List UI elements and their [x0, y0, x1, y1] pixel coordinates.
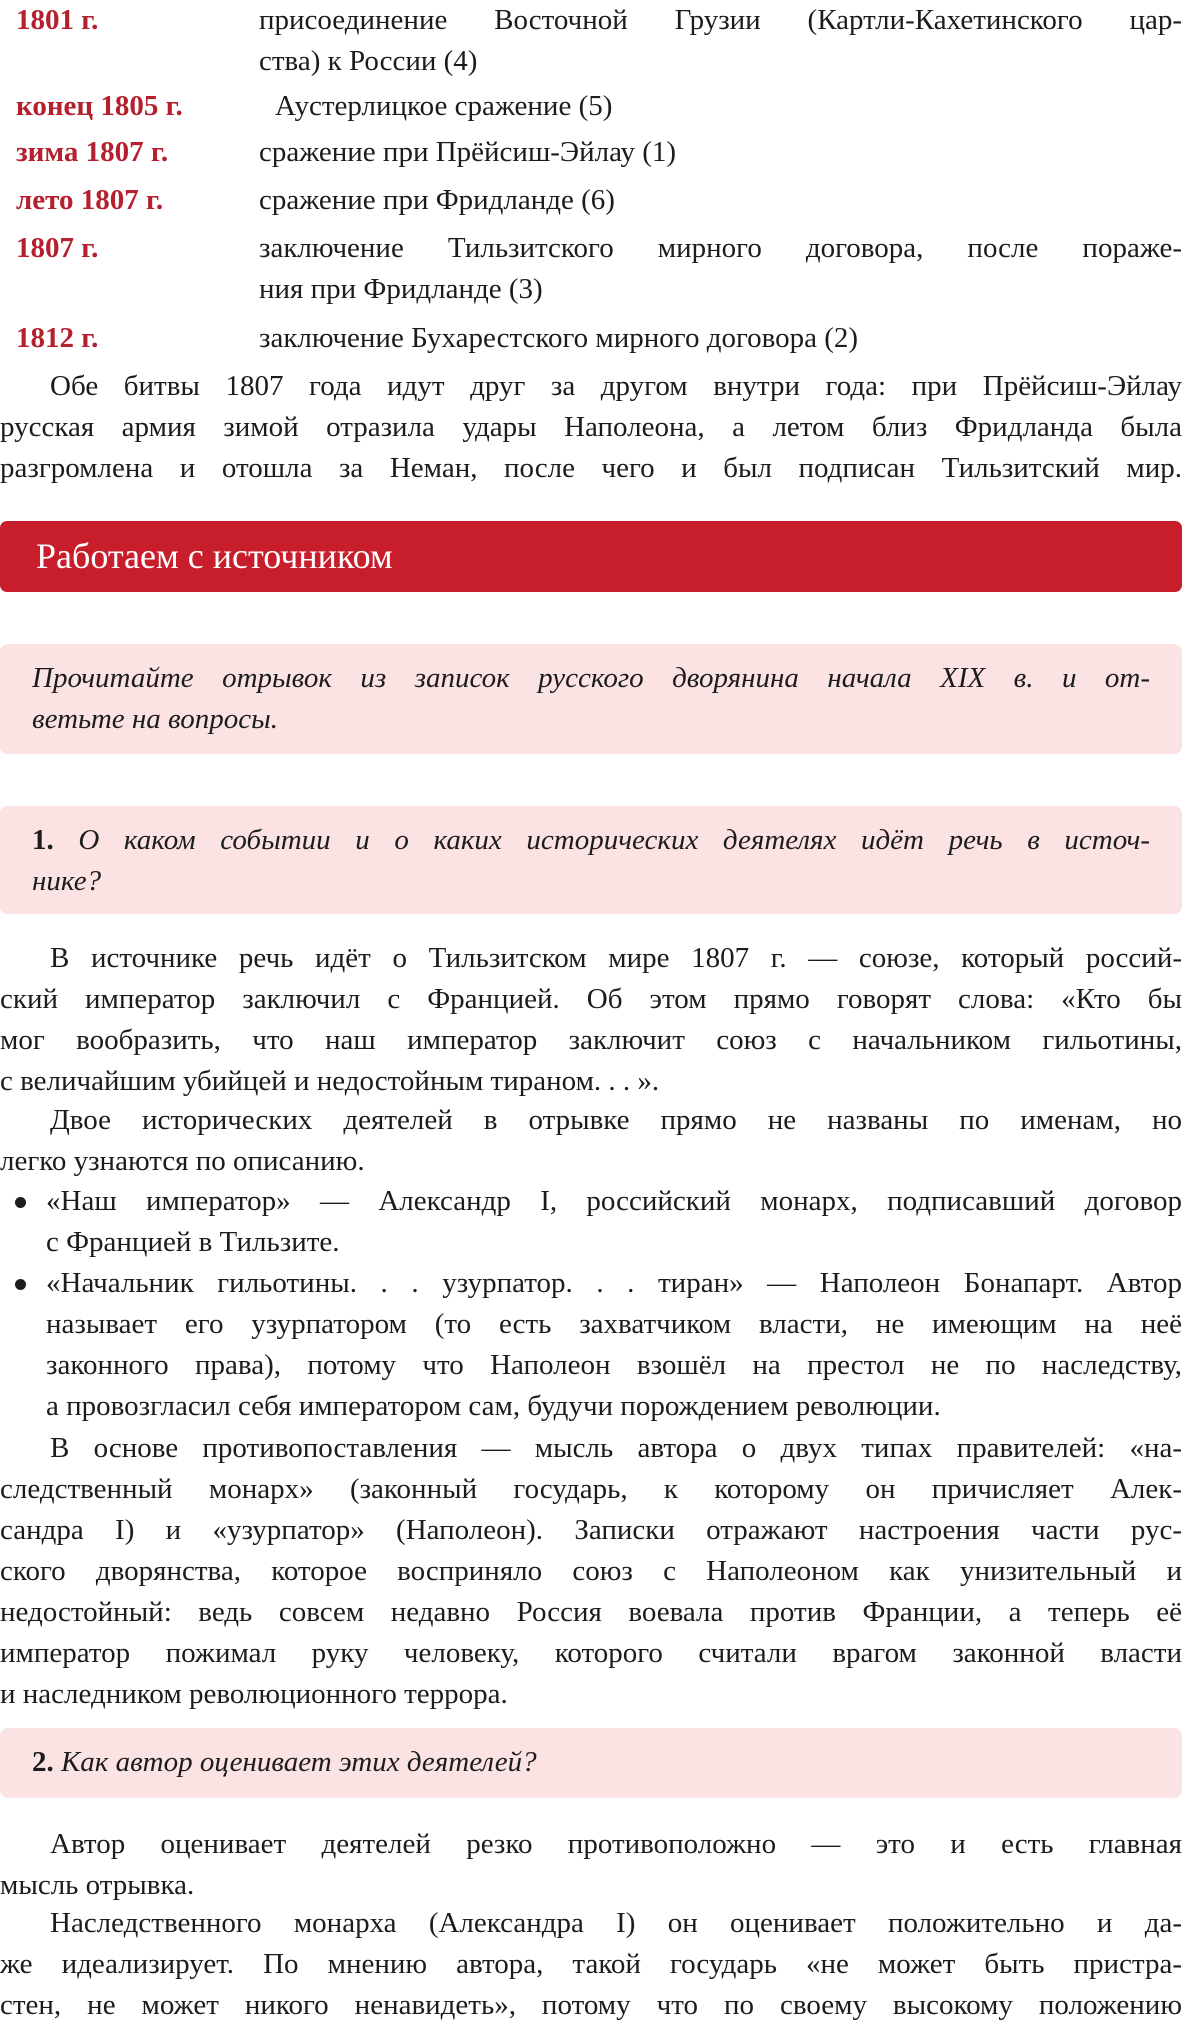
text-line: недостойный: ведь совсем недавно Россия воевала против Франции, а теперь её: [0, 1596, 1182, 1628]
text-line: Автор оценивает деятелей резко противоположно — это и есть главная: [50, 1828, 1182, 1860]
text-line: император пожимал руку человеку, которого считали врагом законной власти: [0, 1637, 1182, 1669]
text-line: В источнике речь идёт о Тильзитском мире 1807 г. — союзе, который россий-: [50, 942, 1182, 974]
text-line: и наследником революционного террора.: [0, 1678, 508, 1710]
answer-1-paragraph-3: [0, 1428, 1182, 1715]
list-item: [0, 1181, 1182, 1263]
event-line: заключение Бухарестского мирного договора (2): [259, 322, 859, 354]
chronology-event: [259, 0, 1182, 82]
text-line: Обе битвы 1807 года идут друг за другом внутри года: при Прёйсиш-Эйлау: [50, 370, 1182, 402]
chronology-event: [259, 318, 1182, 359]
chronology-date: лето 1807 г.: [16, 184, 164, 216]
section-title: Работаем с источником: [36, 536, 393, 576]
list-item: [0, 1263, 1182, 1427]
text-line: нике?: [32, 865, 102, 897]
answer-1-bullet-list: [0, 1181, 1182, 1427]
text-line: ского дворянства, которое восприняло союз с Наполеоном как унизительный и: [0, 1555, 1182, 1587]
text-line: мог вообразить, что наш император заключит союз с начальником гильотины,: [0, 1024, 1182, 1056]
event-line: присоединение Восточной Грузии (Картли-Кахетинского цар-: [259, 4, 1182, 36]
text-line: Двое исторических деятелей в отрывке прямо не названы по именам, но: [50, 1104, 1182, 1136]
event-line: Аустерлицкое сражение (5): [275, 90, 613, 122]
text-line: «Наш император» — Александр I, российский монарх, подписавший договор: [46, 1185, 1182, 1217]
text-line: мысль отрывка.: [0, 1869, 195, 1901]
chronology-event: [259, 132, 1182, 173]
text-line: а провозгласил себя императором сам, будучи порождением революции.: [46, 1390, 941, 1422]
bullet-dot: [15, 1279, 26, 1290]
chronology-event: [275, 86, 1182, 127]
event-line: ства) к России (4): [259, 45, 478, 77]
text-line: Прочитайте отрывок из записок русского дворянина начала XIX в. и от-: [32, 662, 1150, 694]
text-line: легко узнаются по описанию.: [0, 1145, 365, 1177]
text-line: стен, не может никого ненавидеть», потому что по своему высокому положению: [0, 1989, 1182, 2021]
text-line: следственный монарх» (законный государь, к которому он причисляет Алек-: [0, 1473, 1182, 1505]
answer-1-paragraph-2: [0, 1100, 1182, 1182]
text-line: ветьте на вопросы.: [32, 703, 279, 735]
text-line: называет его узурпатором (то есть захватчиком власти, не имеющим на неё: [46, 1308, 1182, 1340]
text-line: с величайшим убийцей и недостойным тираном. . . ».: [0, 1065, 660, 1097]
question-number: 1.: [32, 824, 54, 856]
chronology-date: 1812 г.: [16, 322, 99, 354]
question-2-box: [0, 1728, 1182, 1798]
text-line: сандра I) и «узурпатор» (Наполеон). Записки отражают настроения части рус-: [0, 1514, 1182, 1546]
chronology-event: [259, 180, 1182, 221]
answer-1-paragraph-1: [0, 938, 1182, 1102]
chronology-date: конец 1805 г.: [16, 90, 183, 122]
instruction-text: [32, 658, 1150, 740]
bullet-dot: [15, 1197, 26, 1208]
summary-paragraph: [0, 366, 1182, 489]
text-line: русская армия зимой отразила удары Наполеона, а летом близ Фридланда была: [0, 411, 1182, 443]
text-line: ский император заключил с Францией. Об этом прямо говорят слова: «Кто бы: [0, 983, 1182, 1015]
question-2-line: Как автор оценивает этих деятелей?: [61, 1746, 537, 1778]
answer-2-paragraph-2: [0, 1903, 1182, 2026]
chronology-date: 1801 г.: [16, 4, 99, 36]
text-line: же идеализирует. По мнению автора, такой государь «не может быть пристра-: [0, 1948, 1182, 1980]
event-line: сражение при Прёйсиш-Эйлау (1): [259, 136, 677, 168]
text-line: разгромлена и отошла за Неман, после чего и был подписан Тильзитский мир.: [0, 452, 1182, 484]
text-line: «Начальник гильотины. . . узурпатор. . . тиран» — Наполеон Бонапарт. Автор: [46, 1267, 1182, 1299]
text-line: [32, 820, 1150, 861]
instruction-box: [0, 644, 1182, 754]
text-line: законного права), потому что Наполеон взошёл на престол не по наследству,: [46, 1349, 1182, 1381]
chronology-date: 1807 г.: [16, 232, 99, 264]
event-line: сражение при Фридланде (6): [259, 184, 615, 216]
question-1-box: [0, 806, 1182, 914]
text-line: с Францией в Тильзите.: [46, 1226, 340, 1258]
question-1-text: [32, 820, 1150, 902]
event-line: заключение Тильзитского мирного договора, после пораже-: [259, 232, 1182, 264]
question-1-line: О каком событии и о каких исторических деятелях идёт речь в источ-: [78, 824, 1150, 856]
answer-2-paragraph-1: [0, 1824, 1182, 1906]
text-line: В основе противопоставления — мысль автора о двух типах правителей: «на-: [50, 1432, 1182, 1464]
question-number: 2.: [32, 1746, 54, 1778]
event-line: ния при Фридланде (3): [259, 273, 543, 305]
text-line: Наследственного монарха (Александра I) он оценивает положительно и да-: [50, 1907, 1182, 1939]
section-header: [0, 521, 1182, 592]
chronology-date: зима 1807 г.: [16, 136, 169, 168]
chronology-event: [259, 228, 1182, 310]
question-2-text: [32, 1742, 1150, 1783]
